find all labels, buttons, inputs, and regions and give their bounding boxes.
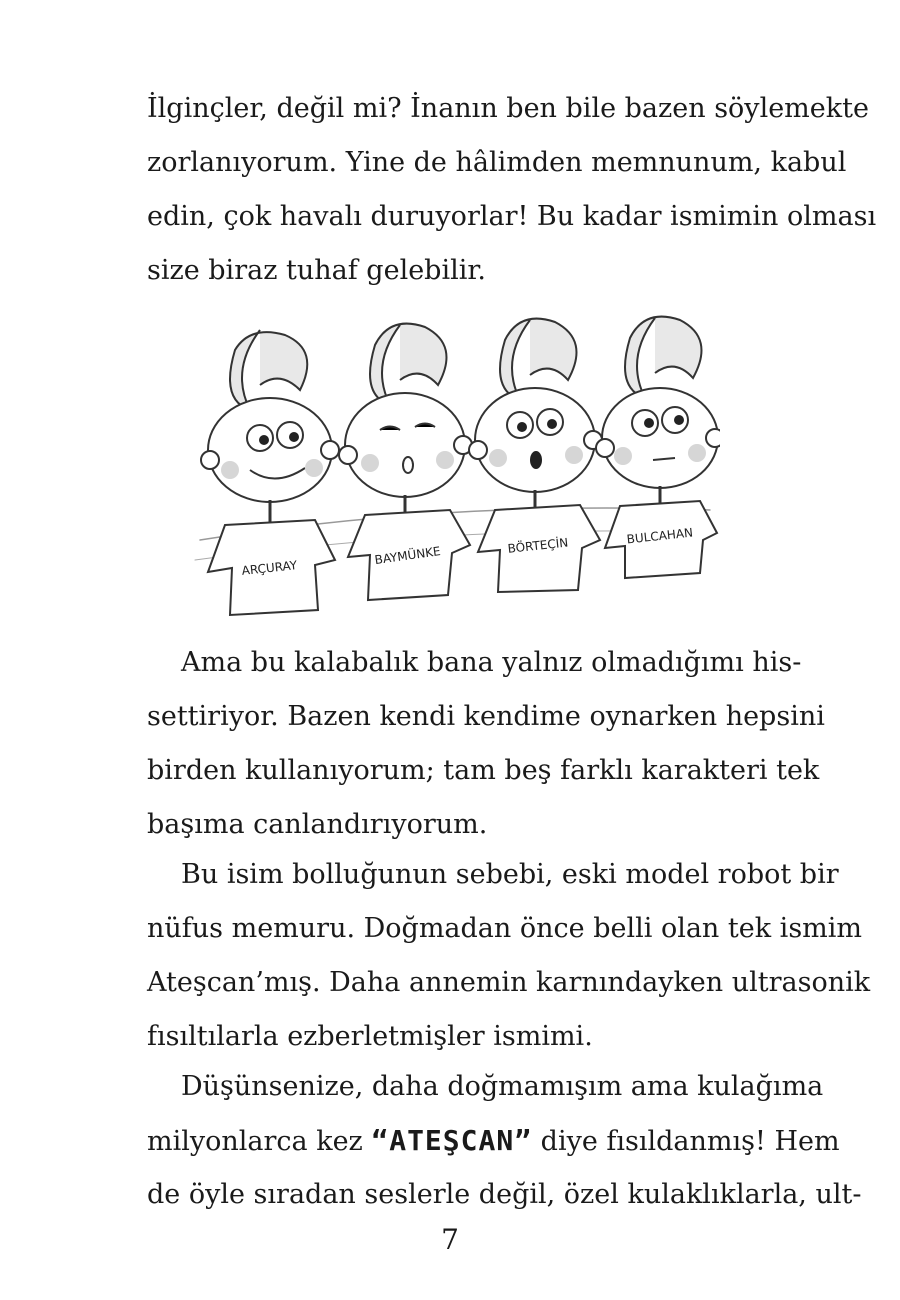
character-borte-cin — [469, 319, 602, 592]
text-fragment: diye fısıldanmış! Hem — [532, 1126, 840, 1157]
text-line: settiriyor. Bazen kendi kendime oynarken hepsini — [147, 701, 825, 732]
character-baymunke — [339, 324, 472, 600]
text-line: zorlanıyorum. Yine de hâlimden memnunum, kabul — [147, 147, 847, 178]
shirt-label: BÖRTEÇİN — [506, 535, 569, 556]
shirt-label: ARÇURAY — [241, 558, 298, 578]
text-line: Ama bu kalabalık bana yalnız olmadığımı his- — [181, 647, 802, 678]
shirt-label: BULCAHAN — [626, 525, 694, 547]
text-line: başıma canlandırıyorum. — [147, 809, 488, 840]
page-number: 7 — [441, 1223, 459, 1256]
text-line: edin, çok havalı duruyorlar! Bu kadar ismimin olması — [147, 201, 877, 232]
text-line: birden kullanıyorum; tam beş farklı karakteri tek — [147, 755, 820, 786]
character-arcuray — [201, 330, 339, 615]
handwritten-name: “ATEŞCAN” — [371, 1124, 533, 1157]
character-bulcahan — [596, 317, 720, 578]
text-line: Ateşcan’mış. Daha annemin karnındayken ultrasonik — [147, 967, 871, 998]
text-line: nüfus memuru. Doğmadan önce belli olan tek ismim — [147, 913, 863, 944]
text-line: İlginçler, değil mi? İnanın ben bile bazen söylemekte — [147, 93, 869, 124]
paragraph-3 — [147, 848, 871, 1064]
text-line: size biraz tuhaf gelebilir. — [147, 255, 486, 286]
four-characters-illustration — [180, 310, 720, 620]
text-line: fısıltılarla ezberletmişler ismimi. — [147, 1021, 593, 1052]
text-line: Bu isim bolluğunun sebebi, eski model robot bir — [181, 859, 839, 890]
paragraph-4 — [147, 1060, 862, 1222]
paragraph-2 — [147, 636, 825, 852]
text-line: Düşünsenize, daha doğmamışım ama kulağıma — [181, 1071, 824, 1102]
text-line — [147, 1114, 840, 1168]
paragraph-1 — [147, 82, 877, 298]
text-fragment: milyonlarca kez — [147, 1126, 372, 1157]
text-line: de öyle sıradan seslerle değil, özel kulaklıklarla, ult- — [147, 1179, 862, 1210]
shirt-label: BAYMÜNKE — [373, 544, 442, 568]
